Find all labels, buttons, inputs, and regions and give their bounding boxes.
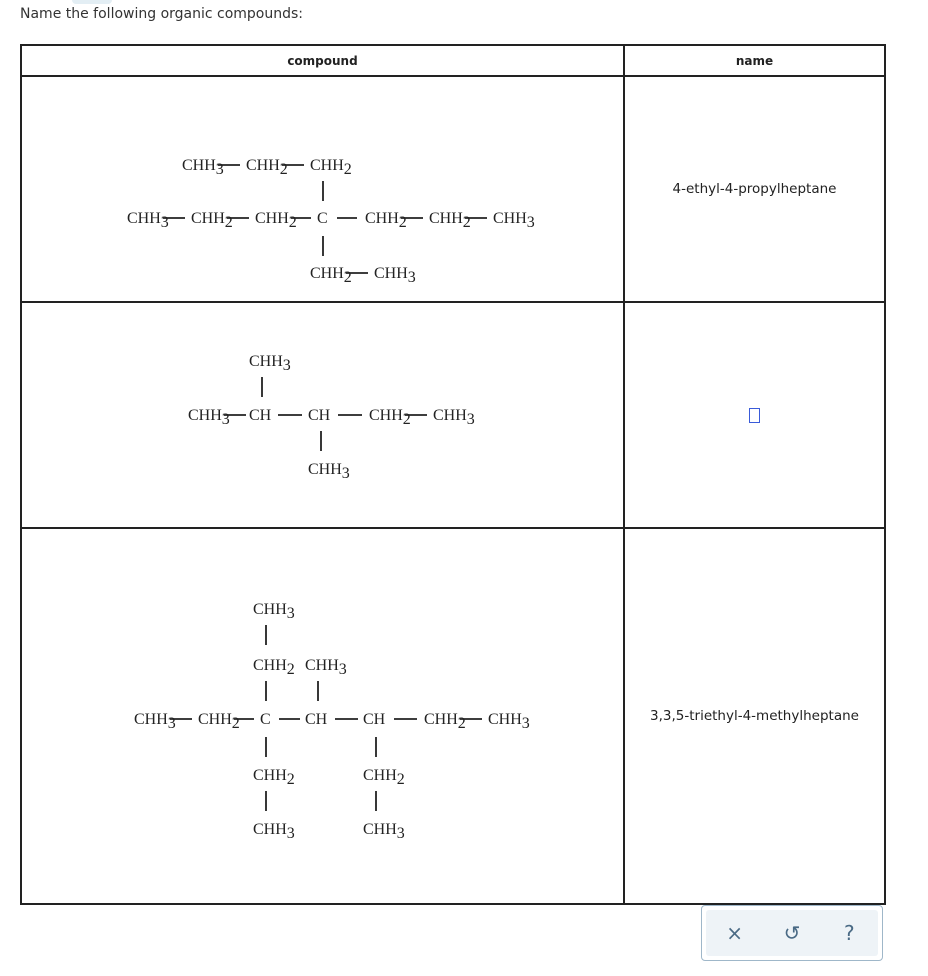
top-tab-decoration <box>72 0 112 4</box>
answer-toolbar <box>701 905 883 961</box>
compound-name-1: 4-ethyl-4-propylheptane <box>672 181 837 197</box>
compounds-table <box>20 44 886 905</box>
group-ch2 <box>253 657 295 678</box>
svg-text:CHH2: CHH2 <box>246 157 288 178</box>
svg-text:CHH3: CHH3 <box>182 157 224 178</box>
group-ch2 <box>363 767 405 788</box>
help-icon: ? <box>844 921 855 945</box>
clear-button[interactable] <box>715 915 755 951</box>
name-cell-1 <box>624 76 885 302</box>
group-ch2 <box>246 157 288 178</box>
svg-text:CHH2: CHH2 <box>429 210 471 231</box>
compound-structure-3 <box>21 528 624 904</box>
svg-text:CHH3: CHH3 <box>249 353 291 374</box>
group-ch: CH <box>249 407 272 424</box>
svg-text:CHH2: CHH2 <box>255 210 297 231</box>
structure-3-3-5-triethyl-4-methylheptane <box>22 529 623 903</box>
structure-4-ethyl-4-propylheptane <box>22 77 623 301</box>
group-ch2 <box>198 711 240 732</box>
group-ch3 <box>308 461 350 482</box>
svg-text:CHH2: CHH2 <box>191 210 233 231</box>
group-ch3 <box>433 407 475 428</box>
svg-text:CHH3: CHH3 <box>363 821 405 842</box>
table-row <box>21 302 885 528</box>
group-ch3 <box>253 601 295 622</box>
table-row <box>21 528 885 904</box>
group-ch3 <box>127 210 169 231</box>
compound-structure-2 <box>21 302 624 528</box>
structure-compound-2 <box>22 303 623 527</box>
group-ch3 <box>249 353 291 374</box>
close-icon: × <box>726 921 744 945</box>
group-ch2 <box>253 767 295 788</box>
svg-text:CHH3: CHH3 <box>305 657 347 678</box>
group-ch3 <box>182 157 224 178</box>
answer-input[interactable] <box>749 408 760 423</box>
svg-text:CHH3: CHH3 <box>308 461 350 482</box>
group-ch3 <box>134 711 176 732</box>
group-ch3 <box>493 210 535 231</box>
help-button[interactable] <box>829 915 869 951</box>
group-ch2 <box>424 711 466 732</box>
group-ch2 <box>310 157 352 178</box>
svg-text:CHH2: CHH2 <box>198 711 240 732</box>
svg-text:CHH3: CHH3 <box>253 821 295 842</box>
svg-text:CHH3: CHH3 <box>488 711 530 732</box>
svg-text:CHH2: CHH2 <box>369 407 411 428</box>
group-ch3 <box>305 657 347 678</box>
group-ch2 <box>191 210 233 231</box>
group-ch2 <box>310 265 352 286</box>
group-ch: CH <box>305 711 328 728</box>
undo-icon: ↺ <box>783 921 801 945</box>
svg-text:CHH3: CHH3 <box>493 210 535 231</box>
group-ch3 <box>488 711 530 732</box>
group-ch2 <box>255 210 297 231</box>
svg-text:CHH3: CHH3 <box>374 265 416 286</box>
svg-text:CHH2: CHH2 <box>310 157 352 178</box>
name-cell-3 <box>624 528 885 904</box>
compound-name-3: 3,3,5-triethyl-4-methylheptane <box>650 708 859 724</box>
group-ch: CH <box>308 407 331 424</box>
compound-structure-1 <box>21 76 624 302</box>
header-name: name <box>624 45 885 76</box>
undo-button[interactable] <box>772 915 812 951</box>
svg-text:CHH3: CHH3 <box>253 601 295 622</box>
group-c: C <box>317 210 328 227</box>
table-row <box>21 76 885 302</box>
group-ch2 <box>369 407 411 428</box>
group-ch2 <box>365 210 407 231</box>
svg-text:CHH2: CHH2 <box>365 210 407 231</box>
group-ch3 <box>374 265 416 286</box>
group-ch3 <box>188 407 230 428</box>
svg-text:CHH2: CHH2 <box>363 767 405 788</box>
group-ch2 <box>429 210 471 231</box>
group-ch: CH <box>363 711 386 728</box>
svg-text:CHH3: CHH3 <box>433 407 475 428</box>
group-ch3 <box>363 821 405 842</box>
svg-text:CHH2: CHH2 <box>424 711 466 732</box>
svg-text:CHH2: CHH2 <box>310 265 352 286</box>
table-header-row <box>21 45 885 76</box>
svg-text:CHH3: CHH3 <box>127 210 169 231</box>
question-prompt: Name the following organic compounds: <box>20 6 304 22</box>
toolbar-inner <box>706 910 878 956</box>
svg-text:CHH2: CHH2 <box>253 767 295 788</box>
svg-text:CHH3: CHH3 <box>134 711 176 732</box>
group-c: C <box>260 711 271 728</box>
group-ch3 <box>253 821 295 842</box>
svg-text:CHH2: CHH2 <box>253 657 295 678</box>
svg-text:CHH3: CHH3 <box>188 407 230 428</box>
header-compound: compound <box>21 45 624 76</box>
name-cell-2 <box>624 302 885 528</box>
